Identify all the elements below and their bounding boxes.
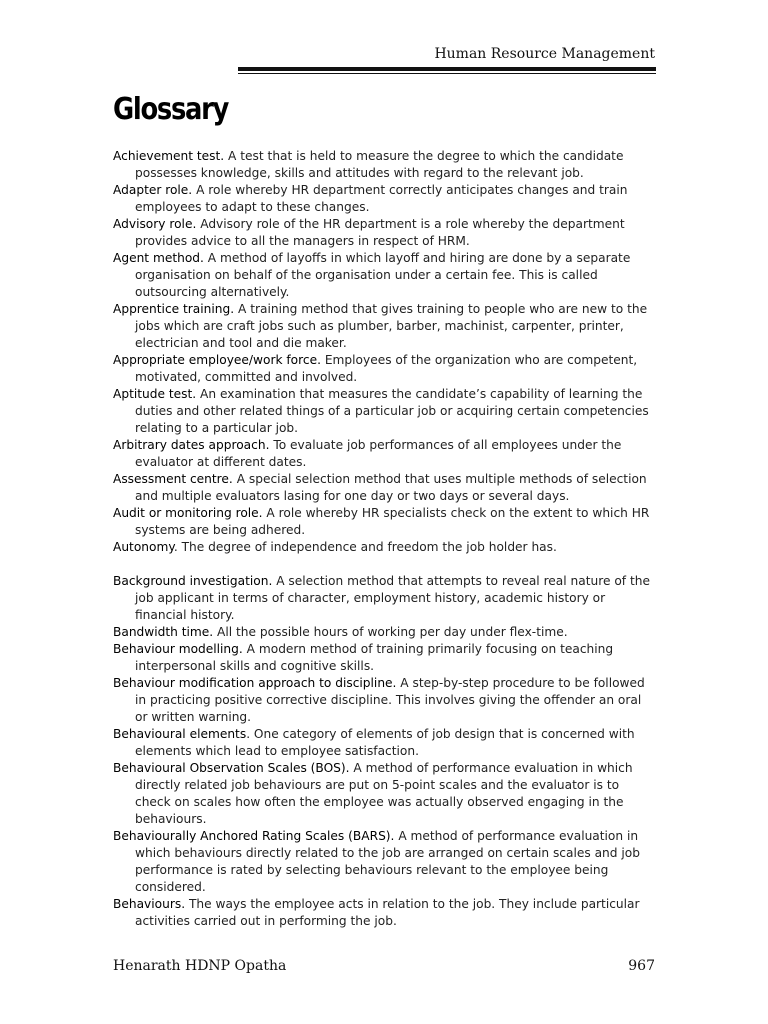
glossary-definition: A method of layoffs in which layoff and hiring are done by a separate organisation on behalf of the organisation under a certain fee. This is called outsourcing alternatively. <box>135 251 631 299</box>
glossary-definition: Advisory role of the HR department is a role whereby the department provides advice to all the managers in respect of HRM. <box>135 217 625 248</box>
glossary-entry <box>113 726 653 760</box>
glossary-term: Bandwidth time. <box>113 625 214 639</box>
glossary-term: Audit or monitoring role. <box>113 506 263 520</box>
glossary-term: Agent method. <box>113 251 204 265</box>
glossary-term: Behaviours. <box>113 897 186 911</box>
glossary-entry <box>113 182 653 216</box>
glossary-entry <box>113 386 653 437</box>
glossary-entry <box>113 250 653 301</box>
glossary-definition: To evaluate job performances of all employees under the evaluator at different dates. <box>135 438 622 469</box>
glossary-entry <box>113 352 653 386</box>
glossary-term: Behaviour modification approach to discipline. <box>113 676 397 690</box>
glossary-entry <box>113 760 653 828</box>
glossary-term: Behavioural elements <box>113 727 247 741</box>
glossary-entry <box>113 471 653 505</box>
glossary-entry <box>113 675 653 726</box>
glossary-term: Behaviourally Anchored Rating Scales (BARS). <box>113 829 395 843</box>
glossary-definition: A role whereby HR specialists check on the extent to which HR systems are being adhered. <box>135 506 650 537</box>
glossary-term: Adapter role. <box>113 183 193 197</box>
glossary-entry <box>113 216 653 250</box>
header-rule <box>238 67 656 71</box>
header-rule-thin <box>238 73 656 74</box>
glossary-term: Assessment centre. <box>113 472 233 486</box>
glossary-definition: A role whereby HR department correctly anticipates changes and train employees to adapt to these changes. <box>135 183 628 214</box>
glossary-term: Appropriate employee/work force. <box>113 353 321 367</box>
glossary-entry <box>113 896 653 930</box>
glossary-entry <box>113 573 653 624</box>
glossary-definition: A special selection method that uses multiple methods of selection and multiple evaluators lasing for one day or two days or several days. <box>135 472 647 503</box>
glossary-term: Apprentice training. <box>113 302 235 316</box>
page-number: 967 <box>628 958 655 974</box>
glossary-term: Behaviour modelling. <box>113 642 243 656</box>
glossary-term: Advisory role. <box>113 217 197 231</box>
glossary-definition: A modern method of training primarily focusing on teaching interpersonal skills and cognitive skills. <box>135 642 614 673</box>
glossary-term: Autonomy <box>113 540 174 554</box>
glossary-entry <box>113 624 653 641</box>
glossary-term: Background investigation. <box>113 574 273 588</box>
glossary-term: Arbitrary dates approach. <box>113 438 270 452</box>
glossary-definition: The ways the employee acts in relation to the job. They include particular activities carried out in performing the job. <box>135 897 640 928</box>
glossary-definition: . The degree of independence and freedom the job holder has. <box>173 540 557 554</box>
glossary-entry <box>113 641 653 675</box>
footer-author: Henarath HDNP Opatha <box>113 958 287 974</box>
glossary-definition: An examination that measures the candidate’s capability of learning the duties and other related things of a particular job or acquiring certain competencies relating to a particular job. <box>135 387 649 435</box>
glossary-definition: A selection method that attempts to reveal real nature of the job applicant in terms of character, employment history, academic history or financial history. <box>135 574 650 622</box>
running-header: Human Resource Management <box>434 46 655 62</box>
glossary-definition: A method of performance evaluation in which behaviours directly related to the job are arranged on certain scales and job performance is rated by selecting behaviours relevant to the employee being considered. <box>135 829 640 894</box>
glossary-term: Behavioural Observation Scales (BOS). <box>113 761 350 775</box>
glossary-definition: A training method that gives training to people who are new to the jobs which are craft jobs such as plumber, barber, machinist, carpenter, printer, electrician and tool and die maker. <box>135 302 648 350</box>
glossary-entry <box>113 539 653 556</box>
glossary-entry <box>113 828 653 896</box>
glossary-definition: All the possible hours of working per day under flex-time. <box>217 625 568 639</box>
glossary-definition: A test that is held to measure the degree to which the candidate possesses knowledge, skills and attitudes with regard to the relevant job. <box>135 149 624 180</box>
glossary-term: Aptitude test. <box>113 387 197 401</box>
glossary-entry <box>113 301 653 352</box>
glossary-definition: A method of performance evaluation in which directly related job behaviours are put on 5-point scales and the evaluator is to check on scales how often the employee was actually observed engaging in the behaviours. <box>135 761 633 826</box>
glossary-entry <box>113 148 653 182</box>
page-title: Glossary <box>113 92 229 127</box>
glossary-entry <box>113 437 653 471</box>
glossary-definition: A step-by-step procedure to be followed in practicing positive corrective discipline. This involves giving the offender an oral or written warning. <box>135 676 645 724</box>
glossary-definition: . One category of elements of job design that is concerned with elements which lead to employee satisfaction. <box>135 727 635 758</box>
glossary-list <box>113 148 653 930</box>
glossary-entry <box>113 505 653 539</box>
glossary-term: Achievement test. <box>113 149 225 163</box>
glossary-definition: Employees of the organization who are competent, motivated, committed and involved. <box>135 353 638 384</box>
